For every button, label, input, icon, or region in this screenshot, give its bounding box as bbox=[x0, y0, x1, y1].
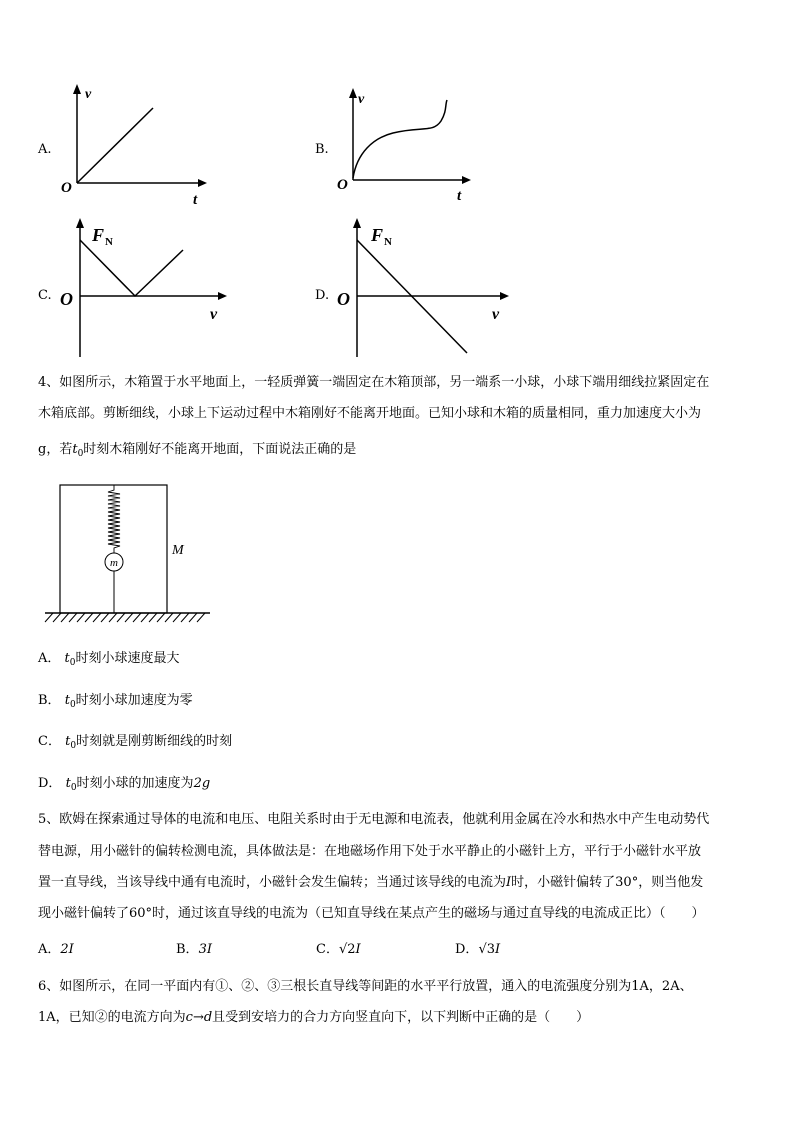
graph-b bbox=[333, 83, 478, 205]
q5-line-4: 现小磁针偏转了60°时，通过该直导线的电流为（已知直导线在某点产生的磁场与通过直导线的电流成正比）（ ） bbox=[38, 906, 705, 921]
option-b-label[interactable]: B. bbox=[315, 142, 329, 157]
x-axis-arrow bbox=[462, 176, 471, 184]
q5-line-2: 替电源，用小磁针的偏转检测电流，具体做法是：在地磁场作用下处于水平静止的小磁针上方，平行于小磁针水平放 bbox=[38, 844, 702, 859]
q4-line-3: g，若$t_0$时刻木箱刚好不能离开地面，下面说法正确的是 bbox=[38, 442, 357, 459]
q4-line-2: 木箱底部。剪断细线，小球上下运动过程中木箱刚好不能离开地面。已知小球和木箱的质量相同，重力加速度大小为 bbox=[38, 406, 702, 421]
y-axis-arrow bbox=[76, 218, 84, 228]
x-label: v bbox=[492, 306, 500, 323]
x-axis-arrow bbox=[500, 292, 509, 300]
q4-option-d[interactable]: D． $t_0$时刻小球的加速度为2g bbox=[38, 776, 211, 793]
spring bbox=[108, 485, 120, 553]
y-label-subscript: N bbox=[105, 236, 113, 248]
x-axis-arrow bbox=[218, 292, 227, 300]
x-label: t bbox=[457, 188, 462, 204]
q5-option-b[interactable]: B．3I bbox=[176, 942, 212, 957]
origin-label: O bbox=[60, 289, 73, 309]
q4-option-b[interactable]: B． $t_0$时刻小球加速度为零 bbox=[38, 693, 193, 710]
option-c-label[interactable]: C. bbox=[38, 288, 52, 303]
spring-box-figure bbox=[40, 480, 215, 630]
q6-line-1: 6、如图所示，在同一平面内有①、②、③三根长直导线等间距的水平平行放置，通入的电流强度分别为1A，2A、 bbox=[38, 979, 693, 994]
y-label: F bbox=[92, 225, 105, 245]
q5-option-d[interactable]: D．√3I bbox=[455, 942, 501, 957]
x-label: t bbox=[193, 192, 198, 205]
q4-option-c[interactable]: C． $t_0$时刻就是刚剪断细线的时刻 bbox=[38, 734, 233, 751]
y-axis-arrow bbox=[353, 218, 361, 228]
q4-line-1: 4、如图所示，木箱置于水平地面上，一轻质弹簧一端固定在木箱顶部，另一端系一小球，小球下端用细线拉紧固定在 bbox=[38, 375, 710, 390]
graph-d bbox=[335, 215, 515, 360]
origin-label: O bbox=[61, 180, 72, 196]
option-d-label[interactable]: D. bbox=[315, 288, 330, 303]
velocity-curve bbox=[353, 100, 447, 178]
ball-label: m bbox=[110, 557, 118, 569]
y-axis-arrow bbox=[349, 88, 357, 98]
origin-label: O bbox=[337, 289, 350, 309]
q6-line-2: 1A，已知②的电流方向为c→d且受到安培力的合力方向竖直向下，以下判断中正确的是（ ） bbox=[38, 1010, 590, 1025]
q4-option-a[interactable]: A． $t_0$时刻小球速度最大 bbox=[38, 651, 180, 668]
q5-option-c[interactable]: C．√2I bbox=[316, 942, 361, 957]
y-axis-arrow bbox=[73, 84, 81, 94]
origin-label: O bbox=[337, 177, 348, 193]
normal-force-line bbox=[80, 240, 183, 296]
x-label: v bbox=[210, 306, 218, 323]
velocity-line bbox=[77, 108, 153, 183]
x-axis-arrow bbox=[198, 179, 207, 187]
box-label: M bbox=[172, 543, 184, 558]
option-a-label[interactable]: A. bbox=[38, 142, 52, 157]
q5-option-a[interactable]: A．2I bbox=[38, 942, 74, 957]
graph-a bbox=[55, 80, 220, 205]
ground-hatching bbox=[45, 613, 205, 622]
q5-line-1: 5、欧姆在探索通过导体的电流和电压、电阻关系时由于无电源和电流表，他就利用金属在冷水和热水中产生电动势代 bbox=[38, 812, 710, 827]
q5-line-3: 置一直导线，当该导线中通有电流时，小磁针会发生偏转；当通过该导线的电流为I时，小磁针偏转了30°，则当他发 bbox=[38, 875, 704, 890]
y-label-subscript: N bbox=[384, 236, 392, 248]
y-label: v bbox=[85, 87, 92, 102]
graph-c bbox=[58, 215, 233, 360]
y-label: v bbox=[358, 92, 365, 107]
y-label: F bbox=[371, 225, 384, 245]
